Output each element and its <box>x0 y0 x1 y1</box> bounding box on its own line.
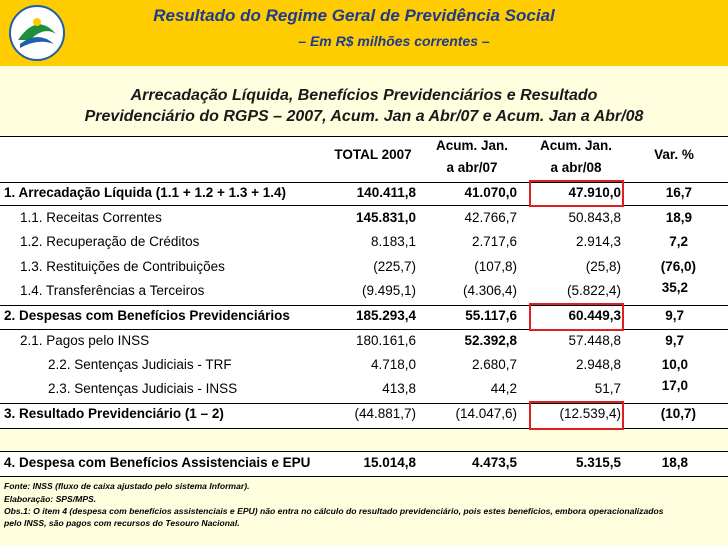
cell-acum07: 2.680,7 <box>471 357 517 372</box>
cell-acum07: (14.047,6) <box>455 406 517 421</box>
col-header-acum08: Acum. Jan. <box>539 138 613 153</box>
cell-acum07: 2.717,6 <box>471 234 517 249</box>
cell-var: 9,7 <box>665 333 684 348</box>
cell-var: 10,0 <box>661 357 688 372</box>
cell-var: 16,7 <box>665 185 692 200</box>
row-label: 2.3. Sentenças Judiciais - INSS <box>48 381 238 396</box>
cell-acum07: (107,8) <box>474 259 517 274</box>
cell-var: 18,9 <box>665 210 692 225</box>
cell-acum08: 60.449,3 <box>568 308 621 323</box>
cell-acum08: 2.948,8 <box>575 357 621 372</box>
row-label: 1.4. Transferências a Terceiros <box>20 283 205 298</box>
col-header-acum07-sub: a abr/07 <box>446 160 498 175</box>
row-label: 4. Despesa com Benefícios Assistenciais e EPU <box>4 455 311 470</box>
page-title: Resultado do Regime Geral de Previdência Social <box>153 6 555 25</box>
cell-var: 17,0 <box>661 378 688 393</box>
footnote-obs: Obs.1: O item 4 (despesa com benefícios assistenciais e EPU) não entra no cálculo do resultado previdenciário, pois estes benefícios, embora operacionalizados <box>4 506 664 516</box>
cell-acum08: (5.822,4) <box>566 283 621 298</box>
cell-var: (10,7) <box>660 406 696 421</box>
row-label: 1.1. Receitas Correntes <box>20 210 162 225</box>
row-label: 3. Resultado Previdenciário (1 – 2) <box>4 406 224 421</box>
footnote-obs-continued: pelo INSS, são pagos com recursos do Tesouro Nacional. <box>4 518 240 528</box>
cell-acum07: 42.766,7 <box>464 210 517 225</box>
cell-total: 8.183,1 <box>370 234 416 249</box>
cell-acum07: 4.473,5 <box>471 455 517 470</box>
cell-var: 7,2 <box>669 234 688 249</box>
row-label: 2.1. Pagos pelo INSS <box>20 333 150 348</box>
cell-acum08: (25,8) <box>585 259 621 274</box>
highlight-box-despesas <box>529 303 624 331</box>
cell-total: 4.718,0 <box>370 357 416 372</box>
cell-total: (44.881,7) <box>354 406 416 421</box>
cell-acum08: 2.914,3 <box>575 234 621 249</box>
col-header-acum07: Acum. Jan. <box>435 138 509 153</box>
cell-acum08: 51,7 <box>594 381 621 396</box>
cell-acum08: 5.315,5 <box>575 455 621 470</box>
cell-var: (76,0) <box>660 259 696 274</box>
cell-acum07: 41.070,0 <box>464 185 517 200</box>
row-label: 2. Despesas com Benefícios Previdenciários <box>4 308 290 323</box>
col-header-total: TOTAL 2007 <box>334 147 412 162</box>
cell-total: 15.014,8 <box>363 455 416 470</box>
cell-acum07: (4.306,4) <box>462 283 517 298</box>
footnote-elaboration: Elaboração: SPS/MPS. <box>4 494 97 504</box>
cell-var: 9,7 <box>665 308 684 323</box>
row-label: 1. Arrecadação Líquida (1.1 + 1.2 + 1.3 + 1.4) <box>4 185 287 200</box>
footnote-source: Fonte: INSS (fluxo de caixa ajustado pelo sistema Informar). <box>4 481 250 491</box>
cell-acum07: 52.392,8 <box>464 333 517 348</box>
cell-acum08: 47.910,0 <box>568 185 621 200</box>
cell-acum07: 55.117,6 <box>465 308 517 323</box>
cell-acum07: 44,2 <box>490 381 517 396</box>
table-title: Arrecadação Líquida, Benefícios Previdenciários e Resultado Previdenciário do RGPS – 2007, Acum. Jan a Abr/07 e Acum. Jan a Abr/08 <box>84 87 644 125</box>
cell-total: 180.161,6 <box>355 333 416 348</box>
page-subtitle: – Em R$ milhões correntes – <box>298 33 490 49</box>
col-header-acum08-sub: a abr/08 <box>550 160 602 175</box>
highlight-box-arrecadacao <box>529 180 624 207</box>
cell-var: 35,2 <box>661 280 688 295</box>
col-header-var: Var. % <box>654 147 694 162</box>
cell-total: 140.411,8 <box>356 185 416 200</box>
cell-total: 185.293,4 <box>355 308 416 323</box>
row-label: 2.2. Sentenças Judiciais - TRF <box>48 357 232 372</box>
highlight-box-resultado <box>529 401 624 430</box>
cell-total: 145.831,0 <box>355 210 416 225</box>
cell-total: 413,8 <box>382 381 416 396</box>
cell-acum08: 57.448,8 <box>568 333 621 348</box>
cell-acum08: 50.843,8 <box>568 210 621 225</box>
cell-total: (225,7) <box>373 259 416 274</box>
cell-acum08: (12.539,4) <box>559 406 621 421</box>
cell-total: (9.495,1) <box>361 283 416 298</box>
row-label: 1.2. Recuperação de Créditos <box>20 234 200 249</box>
cell-var: 18,8 <box>661 455 688 470</box>
row-label: 1.3. Restituições de Contribuições <box>20 259 225 274</box>
